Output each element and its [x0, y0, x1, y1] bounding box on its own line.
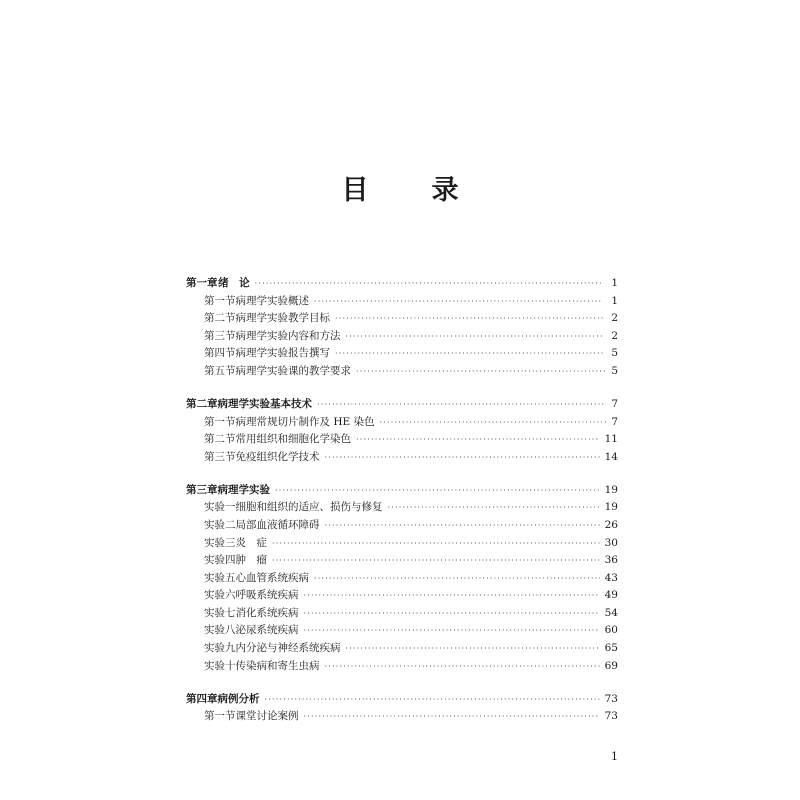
chapter-title: 绪 论 — [218, 277, 250, 289]
section-title: 病理学实验教学目标 — [235, 312, 330, 325]
section-title: 病理学实验报告撰写 — [235, 347, 330, 360]
page-number: 5 — [611, 347, 618, 360]
section-label: 第二节 — [204, 433, 236, 446]
dot-leader — [304, 605, 600, 623]
toc-section[interactable] — [186, 328, 618, 346]
page-number: 30 — [604, 536, 618, 549]
toc-section[interactable] — [186, 431, 618, 449]
chapter-label: 第四章 — [186, 692, 218, 705]
page-number: 2 — [611, 312, 618, 325]
dot-leader — [335, 345, 604, 363]
table-of-contents — [186, 275, 618, 726]
chapter-label: 第一章 — [186, 277, 218, 289]
section-title: 免疫组织化学技术 — [235, 450, 320, 463]
toc-chapter-3[interactable] — [186, 482, 618, 500]
page-number: 36 — [604, 554, 618, 567]
page-number: 7 — [611, 397, 618, 410]
chapter-label: 第二章 — [186, 397, 218, 410]
section-label: 实验七 — [204, 606, 236, 619]
dot-leader — [346, 640, 600, 658]
page-number: 19 — [604, 483, 618, 496]
dot-leader — [314, 570, 600, 588]
section-label: 第一节 — [204, 415, 236, 428]
dot-leader — [356, 363, 605, 381]
chapter-title: 病理学实验基本技术 — [217, 397, 312, 410]
dot-leader — [325, 658, 600, 676]
section-title: 肿 瘤 — [235, 554, 267, 567]
toc-section[interactable] — [186, 622, 618, 640]
page-title: 目 录 — [341, 175, 477, 206]
page-number: 7 — [611, 415, 618, 428]
section-label: 实验四 — [204, 554, 236, 567]
toc-section[interactable] — [186, 640, 618, 658]
chapter-spacer — [186, 675, 618, 690]
dot-leader — [275, 482, 600, 500]
toc-section[interactable] — [186, 517, 618, 535]
dot-leader — [346, 328, 605, 346]
section-label: 实验二 — [204, 518, 236, 531]
section-label: 实验八 — [204, 624, 236, 637]
section-title: 课堂讨论案例 — [235, 710, 299, 723]
page-number: 49 — [604, 589, 618, 602]
page-number: 73 — [604, 692, 618, 705]
page-number: 14 — [604, 450, 618, 463]
page-number: 69 — [604, 659, 618, 672]
page-number: 43 — [604, 571, 618, 584]
page-number: 65 — [604, 642, 618, 655]
section-title: 内分泌与神经系统疾病 — [235, 642, 341, 655]
section-label: 第四节 — [204, 347, 236, 360]
toc-section[interactable] — [186, 708, 618, 726]
section-title: 心血管系统疾病 — [235, 571, 309, 584]
toc-chapter-1[interactable] — [186, 275, 618, 293]
section-label: 第三节 — [204, 329, 236, 342]
toc-section[interactable] — [186, 449, 618, 467]
section-title: 泌尿系统疾病 — [235, 624, 299, 637]
section-title: 细胞和组织的适应、损伤与修复 — [235, 501, 383, 514]
chapter-spacer — [186, 466, 618, 481]
section-title: 病理学实验概述 — [235, 294, 309, 307]
dot-leader — [356, 431, 600, 449]
section-label: 实验一 — [204, 501, 236, 514]
page-number: 11 — [604, 433, 618, 446]
toc-section[interactable] — [186, 363, 618, 381]
section-label: 第五节 — [204, 364, 236, 377]
toc-section[interactable] — [186, 587, 618, 605]
toc-section[interactable] — [186, 499, 618, 517]
toc-section[interactable] — [186, 552, 618, 570]
toc-section[interactable] — [186, 535, 618, 553]
section-title: 病理常规切片制作及 HE 染色 — [235, 415, 375, 428]
section-title: 病理学实验课的教学要求 — [235, 364, 351, 377]
toc-chapter-4[interactable] — [186, 691, 618, 709]
section-label: 实验五 — [204, 571, 236, 584]
dot-leader — [380, 414, 606, 432]
page-number: 26 — [604, 518, 618, 531]
page-number: 73 — [604, 710, 618, 723]
page-number: 54 — [604, 606, 618, 619]
toc-section[interactable] — [186, 293, 618, 311]
section-label: 实验十 — [204, 659, 236, 672]
dot-leader — [272, 552, 600, 570]
section-label: 实验六 — [204, 589, 236, 602]
page-number: 60 — [604, 624, 618, 637]
dot-leader — [255, 275, 602, 293]
section-label: 实验三 — [204, 536, 236, 549]
page-number: 1 — [611, 294, 618, 307]
page-number: 19 — [604, 501, 618, 514]
dot-leader — [335, 310, 604, 328]
page-folio: 1 — [611, 750, 618, 763]
page-number: 1 — [611, 277, 618, 289]
section-title: 局部血液循环障碍 — [235, 518, 320, 531]
dot-leader — [317, 396, 604, 414]
section-label: 第三节 — [204, 450, 236, 463]
section-title: 消化系统疾病 — [235, 606, 299, 619]
toc-section[interactable] — [186, 345, 618, 363]
chapter-title: 病理学实验 — [217, 483, 270, 496]
dot-leader — [272, 535, 600, 553]
section-label: 第一节 — [204, 710, 236, 723]
section-title: 炎 症 — [235, 536, 267, 549]
dot-leader — [388, 499, 600, 517]
page-number: 2 — [611, 329, 618, 342]
toc-chapter-2[interactable] — [186, 396, 618, 414]
section-title: 常用组织和细胞化学染色 — [235, 433, 351, 446]
section-label: 第二节 — [204, 312, 236, 325]
dot-leader — [325, 517, 600, 535]
page-number: 5 — [611, 364, 618, 377]
dot-leader — [325, 449, 600, 467]
toc-section[interactable] — [186, 570, 618, 588]
toc-section[interactable] — [186, 414, 618, 432]
section-label: 实验九 — [204, 642, 236, 655]
dot-leader — [265, 691, 600, 709]
section-label: 第一节 — [204, 294, 236, 307]
section-title: 呼吸系统疾病 — [235, 589, 299, 602]
dot-leader — [314, 293, 603, 311]
section-title: 病理学实验内容和方法 — [235, 329, 341, 342]
toc-section[interactable] — [186, 658, 618, 676]
chapter-spacer — [186, 381, 618, 396]
dot-leader — [304, 587, 600, 605]
chapter-label: 第三章 — [186, 483, 218, 496]
toc-section[interactable] — [186, 605, 618, 623]
dot-leader — [304, 708, 600, 726]
toc-section[interactable] — [186, 310, 618, 328]
dot-leader — [304, 622, 600, 640]
section-title: 传染病和寄生虫病 — [235, 659, 320, 672]
chapter-title: 病例分析 — [217, 692, 260, 705]
